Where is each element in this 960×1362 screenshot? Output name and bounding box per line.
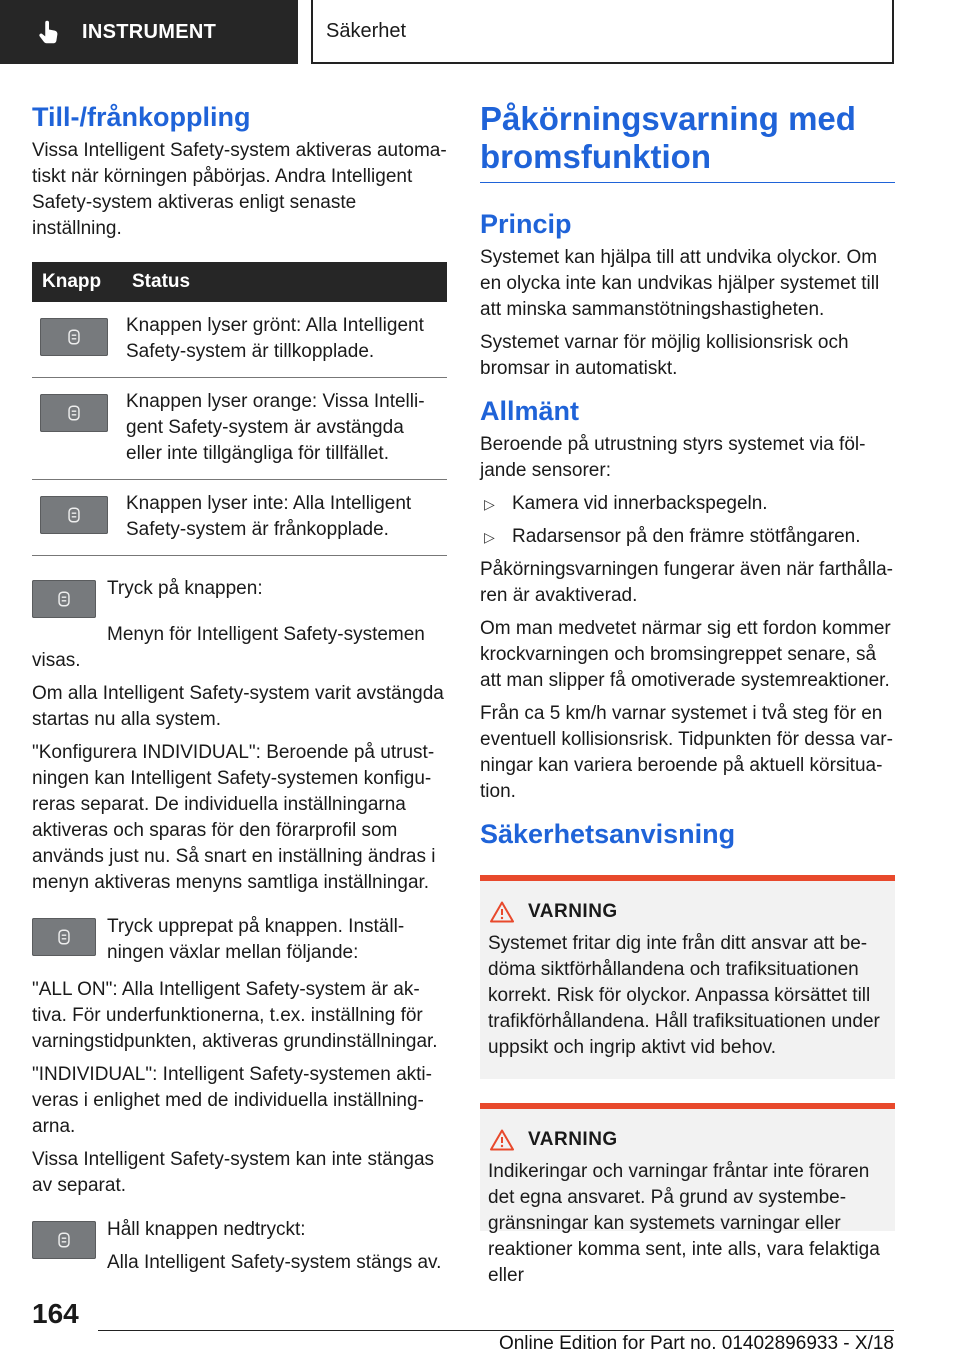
warning-label: VARNING: [528, 901, 618, 922]
fran-text: Från ca 5 km/h varnar systemet i två steg för en eventuell kollisionsrisk. Tidpunkten för dessa varningar kan variera beroende på aktuell körsituation.: [480, 703, 893, 802]
allmant-text: Beroende på utrustning styrs systemet via följande sensorer:: [480, 434, 866, 481]
princip-text-1: Systemet kan hjälpa till att undvika olyckor. Om en olycka inte kan undvikas hjälper systemet till att minska sammanstötningshastigheten.: [480, 247, 880, 320]
list-item: [480, 491, 895, 517]
page-number: 164: [32, 1298, 79, 1329]
triangle-bullet-icon: ▷: [484, 496, 495, 512]
individual-text: "INDIVIDUAL": Intelligent Safety-systemen aktiveras i enlighet med de individuella inställningarna.: [32, 1064, 432, 1137]
left-column: [32, 100, 447, 1287]
table-header-status: Status: [122, 262, 447, 302]
list-item: [480, 524, 895, 550]
medvetet-text: Om man medvetet närmar sig ett fordon kommer krockvarningen och bromsingreppet senare, så att man slipper få omotiverade systemreaktioner.: [480, 618, 891, 691]
press-result: Alla Intelligent Safety-system stängs av.: [107, 1252, 442, 1273]
press-instruction: Tryck upprepat på knappen. Inställningen växlar mellan följande:: [107, 916, 405, 963]
table-row: [32, 378, 447, 480]
warning-text: Systemet fritar dig inte från ditt ansvar att bedöma siktförhållandena och trafiksituationen korrekt. Risk för olyckor. Anpassa körsättet till trafikförhållandena. Håll trafiksituationen under uppsikt och ingrip aktivt vid behov.: [488, 933, 880, 1058]
hand-pointer-icon: [34, 17, 64, 47]
press-result: Menyn för Intelligent Safety-systemen visas.: [32, 624, 425, 671]
heading-till-franskoppling: Till-/frånkoppling: [32, 102, 251, 132]
table-row: [32, 480, 447, 556]
footer-divider: [98, 1330, 894, 1331]
safety-button-icon: [32, 1221, 96, 1259]
intro-text: Vissa Intelligent Safety-system aktiveras automatiskt när körningen påbörjas. Andra Intelligent Safety-system aktiveras enligt senaste inställning.: [32, 140, 447, 239]
list-item-text: Kamera vid innerbackspegeln.: [512, 493, 768, 514]
press-step: [32, 1217, 447, 1283]
heading-princip: Princip: [480, 209, 572, 239]
button-status-table: [32, 262, 447, 556]
triangle-bullet-icon: ▷: [484, 529, 495, 545]
farthallare-text: Påkörningsvarningen fungerar även när farthållaren är avaktiverad.: [480, 559, 893, 606]
warning-text: Indikeringar och varningar fråntar inte föraren det egna ansvaret. På grund av systembegränsningar kan systemets varningar eller reaktioner komma sent, inte alls, vara felaktiga eller: [488, 1161, 880, 1286]
list-item-text: Radarsensor på den främre stötfångaren.: [512, 526, 861, 547]
safety-button-icon: [40, 318, 108, 356]
safety-button-icon: [40, 394, 108, 432]
safety-button-icon: [32, 918, 96, 956]
warning-label: VARNING: [528, 1129, 618, 1150]
configure-text: "Konfigurera INDIVIDUAL": Beroende på utrustningen kan Intelligent Safety-systemen konfigureras separat. De individuella inställningarna aktiveras och sparas för den förarprofil som används just nu. Så snart en inställning ändras i menyn aktiveras menyns samtliga inställningar.: [32, 742, 436, 893]
warning-box: [480, 875, 895, 1079]
section-title: INSTRUMENT: [82, 20, 217, 43]
section-tab: [0, 0, 298, 64]
warning-box: [480, 1103, 895, 1286]
warning-triangle-icon: [490, 901, 514, 923]
table-cell-status: Knappen lyser inte: Alla Intelligent Safety-system är frånkopplade.: [122, 480, 447, 556]
edition-text: Online Edition for Part no. 01402896933 - X/18: [498, 1333, 894, 1354]
press-step: [32, 576, 447, 618]
right-column: [480, 100, 895, 1286]
princip-text-2: Systemet varnar för möjlig kollisionsrisk och bromsar in automatiskt.: [480, 332, 849, 379]
safety-button-icon: [32, 580, 96, 618]
chapter-title: Säkerhet: [311, 0, 894, 64]
table-cell-status: Knappen lyser orange: Vissa Intelligent Safety-system är avstängda eller inte tillgängliga för tillfället.: [122, 378, 447, 480]
table-row: [32, 302, 447, 378]
all-off-text: Om alla Intelligent Safety-system varit avstängda startas nu alla system.: [32, 683, 444, 730]
press-instruction: Håll knappen nedtryckt:: [107, 1219, 306, 1240]
table-cell-status: Knappen lyser grönt: Alla Intelligent Safety-system är tillkopplade.: [122, 302, 447, 378]
table-header-button: Knapp: [32, 262, 122, 302]
heading-allmant: Allmänt: [480, 396, 580, 426]
press-step: [32, 914, 447, 973]
all-on-text: "ALL ON": Alla Intelligent Safety-system är aktiva. För underfunktionerna, t.ex. inställning för varningstidpunkten, aktiveras grundinställningar.: [32, 979, 438, 1052]
page-title: Påkörningsvarning med bromsfunktion: [480, 100, 856, 175]
heading-sakerhetsanvisning: Säkerhetsanvisning: [480, 819, 736, 849]
press-instruction: Tryck på knappen:: [107, 578, 263, 599]
warning-triangle-icon: [490, 1129, 514, 1151]
safety-button-icon: [40, 496, 108, 534]
some-systems-text: Vissa Intelligent Safety-system kan inte stängas av separat.: [32, 1149, 435, 1196]
